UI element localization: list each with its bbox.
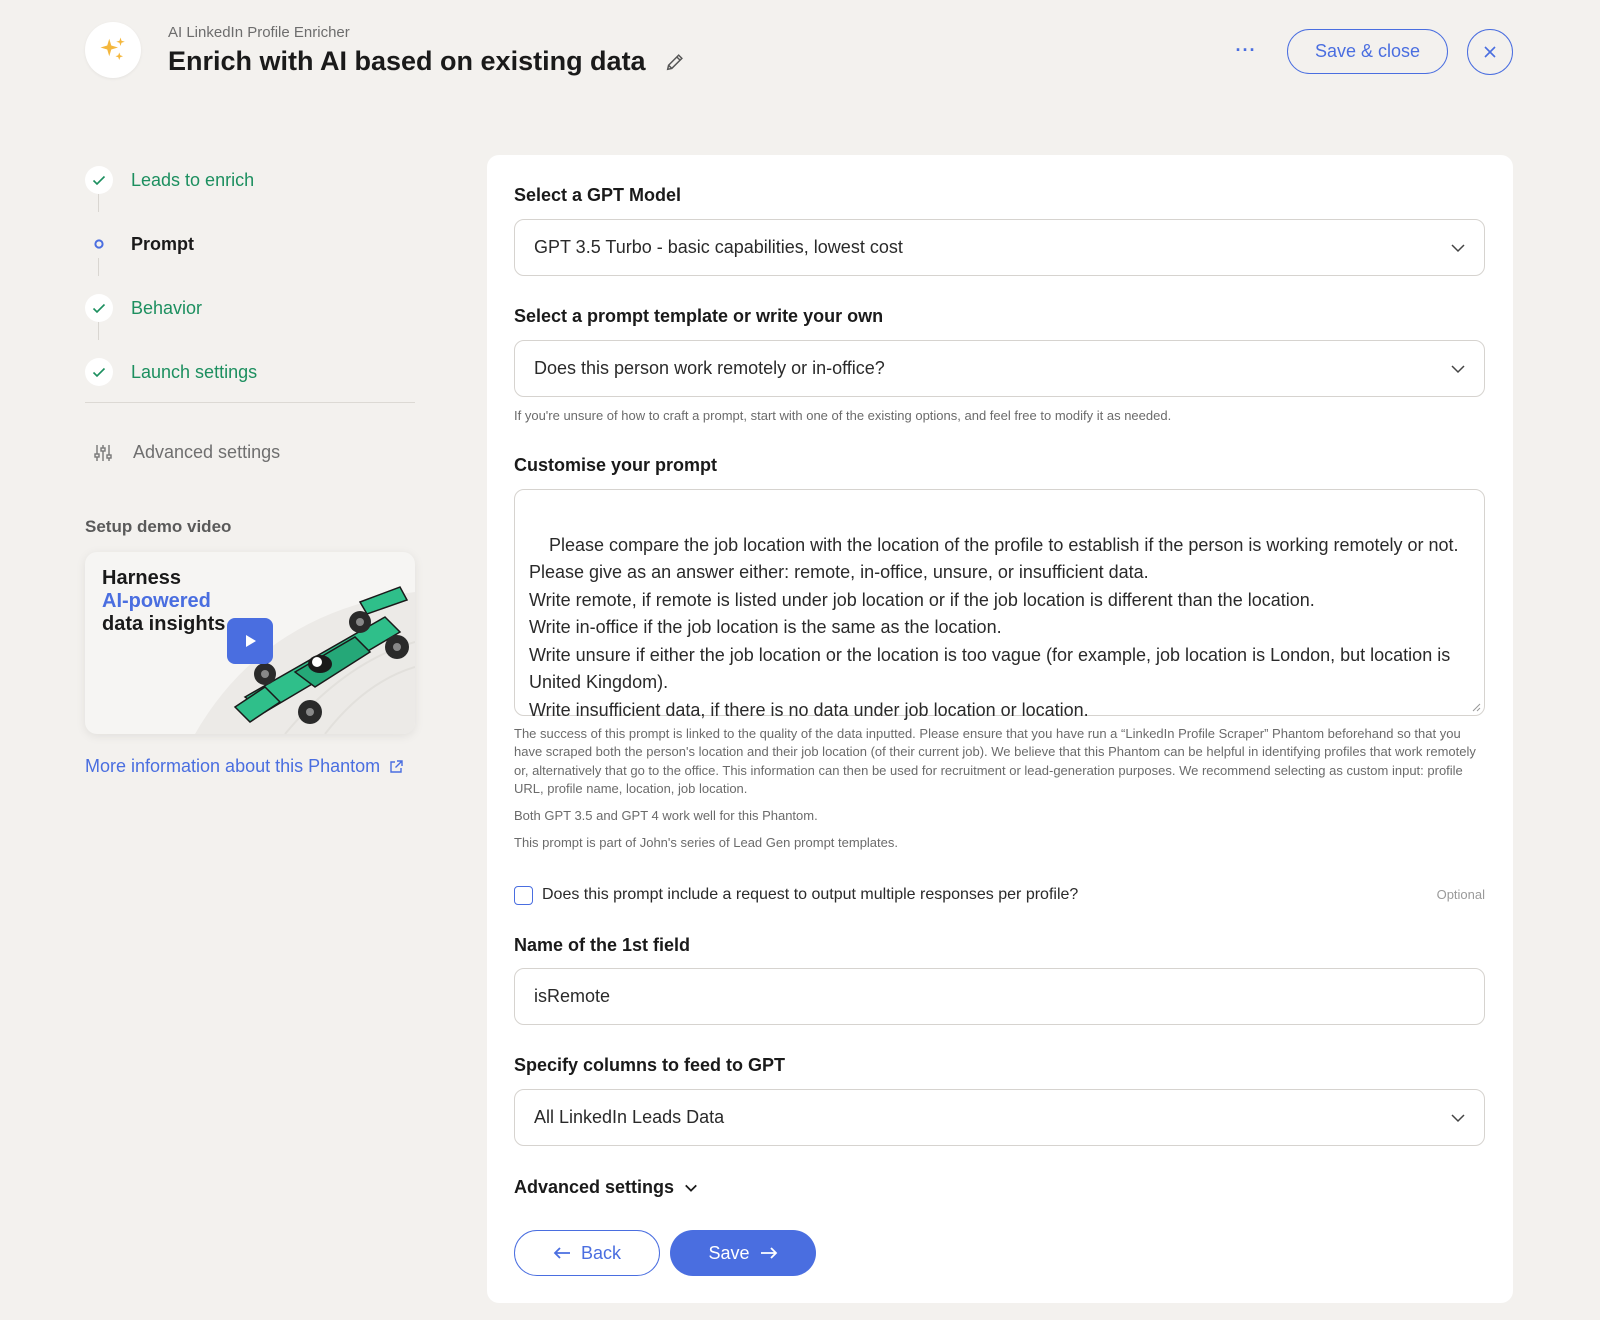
demo-line-2: AI-powered [102,590,211,612]
step-prompt[interactable] [85,212,415,276]
step-leads-to-enrich[interactable] [85,148,415,212]
more-options-button[interactable]: ··· [1235,39,1257,60]
check-icon [91,300,107,316]
step-label: Launch settings [131,361,258,382]
demo-card-text [102,567,225,636]
columns-select-value: All LinkedIn Leads Data [534,1107,725,1127]
save-close-button[interactable]: Save & close [1287,29,1448,74]
prompt-text: Please compare the job location with the location of the profile to establish if the person is working remotely or not. Please give as an answer either: remote, in-office, unsure, or insufficient data. Write remote, if remote is listed under job location or if the job location is different than the location. Write in-office if the job location is the same as the location. Write unsure if either the job location or the location is too vague (for example, job location is London, but location is United Kingdom). Write insufficient data, if there is no data under job location or location. [529,534,1459,720]
demo-video-title: Setup demo video [85,517,232,536]
prompt-help [514,725,1485,862]
step-connector [98,258,99,276]
advanced-settings-label: Advanced settings [514,1177,675,1197]
chevron-down-icon [684,1181,698,1195]
step-behavior[interactable] [85,276,415,340]
external-link-icon [388,759,404,775]
sidebar-divider [85,402,415,403]
customise-label: Customise your prompt [514,455,718,475]
multi-response-label: Does this prompt include a request to output multiple responses per profile? [542,886,1079,903]
optional-tag: Optional [1436,887,1485,902]
step-launch-settings[interactable] [85,340,415,404]
model-label: Select a GPT Model [514,185,682,205]
resize-handle-icon[interactable] [1471,702,1481,712]
step-marker [85,294,113,322]
advanced-settings-toggle[interactable] [514,1177,698,1198]
pencil-icon[interactable] [664,51,686,73]
prompt-textarea[interactable] [514,489,1485,720]
step-connector [98,194,99,212]
help-text-2: Both GPT 3.5 and GPT 4 work well for this Phantom. [514,808,818,824]
close-icon [1482,44,1498,60]
prompt-form-card [487,155,1513,1303]
app-logo [85,22,141,78]
step-label: Leads to enrich [131,169,255,190]
step-marker [85,230,113,258]
play-icon [242,633,258,649]
template-label: Select a prompt template or write your own [514,306,884,326]
template-hint: If you're unsure of how to craft a prompt, start with one of the existing options, and feel free to modify it as needed. [514,408,1172,423]
template-select-value: Does this person work remotely or in-office? [534,358,885,378]
chevron-down-icon [1450,240,1466,256]
check-icon [91,172,107,188]
demo-video-card[interactable] [85,552,415,734]
columns-select[interactable] [514,1089,1485,1146]
field-name-label: Name of the 1st field [514,935,691,955]
help-text-3: This prompt is part of John's series of Lead Gen prompt templates. [514,835,898,851]
arrow-right-icon [760,1246,778,1260]
sliders-icon [93,443,113,463]
save-button[interactable] [670,1230,816,1276]
back-label: Back [580,1242,622,1263]
sidebar-advanced-settings[interactable] [93,442,280,463]
check-icon [91,364,107,380]
step-label: Behavior [131,297,203,318]
chevron-down-icon [1450,361,1466,377]
multi-response-row [514,884,1485,906]
save-label: Save [708,1242,750,1263]
current-step-icon [93,238,105,250]
app-name: AI LinkedIn Profile Enricher [168,24,350,41]
demo-line-1: Harness [102,567,181,589]
page-title [168,46,686,77]
sidebar-advanced-label: Advanced settings [133,442,281,462]
step-marker [85,358,113,386]
step-connector [98,322,99,340]
more-info-label: More information about this Phantom [85,756,381,776]
back-button[interactable] [514,1230,660,1276]
play-button[interactable] [227,618,273,664]
template-select[interactable] [514,340,1485,397]
page-title-text: Enrich with AI based on existing data [168,46,646,76]
step-marker [85,166,113,194]
step-label: Prompt [131,233,194,254]
field-name-input[interactable] [514,968,1485,1025]
columns-label: Specify columns to feed to GPT [514,1055,786,1075]
sparkles-icon [98,35,128,65]
model-select-value: GPT 3.5 Turbo - basic capabilities, lowest cost [534,237,903,257]
model-select[interactable] [514,219,1485,276]
demo-line-3: data insights [102,613,226,635]
arrow-left-icon [553,1246,571,1260]
help-text-1: The success of this prompt is linked to the quality of the data inputted. Please ensure that you have run a “LinkedIn Profile Scraper” Phantom beforehand so that you have scraped both the person's location and their job location (of their current job). We believe that this Phantom can be helpful in identifying profiles that work remotely or, alternatively that go to the office. This information can then be used for recruitment or lead-generation purposes. We recommend selecting as custom input: profile URL, profile name, location, job location. [514,726,1476,796]
multi-response-checkbox[interactable] [514,886,533,905]
stepper [85,148,415,404]
close-button[interactable] [1467,29,1513,75]
chevron-down-icon [1450,1110,1466,1126]
more-info-link[interactable] [85,756,404,777]
